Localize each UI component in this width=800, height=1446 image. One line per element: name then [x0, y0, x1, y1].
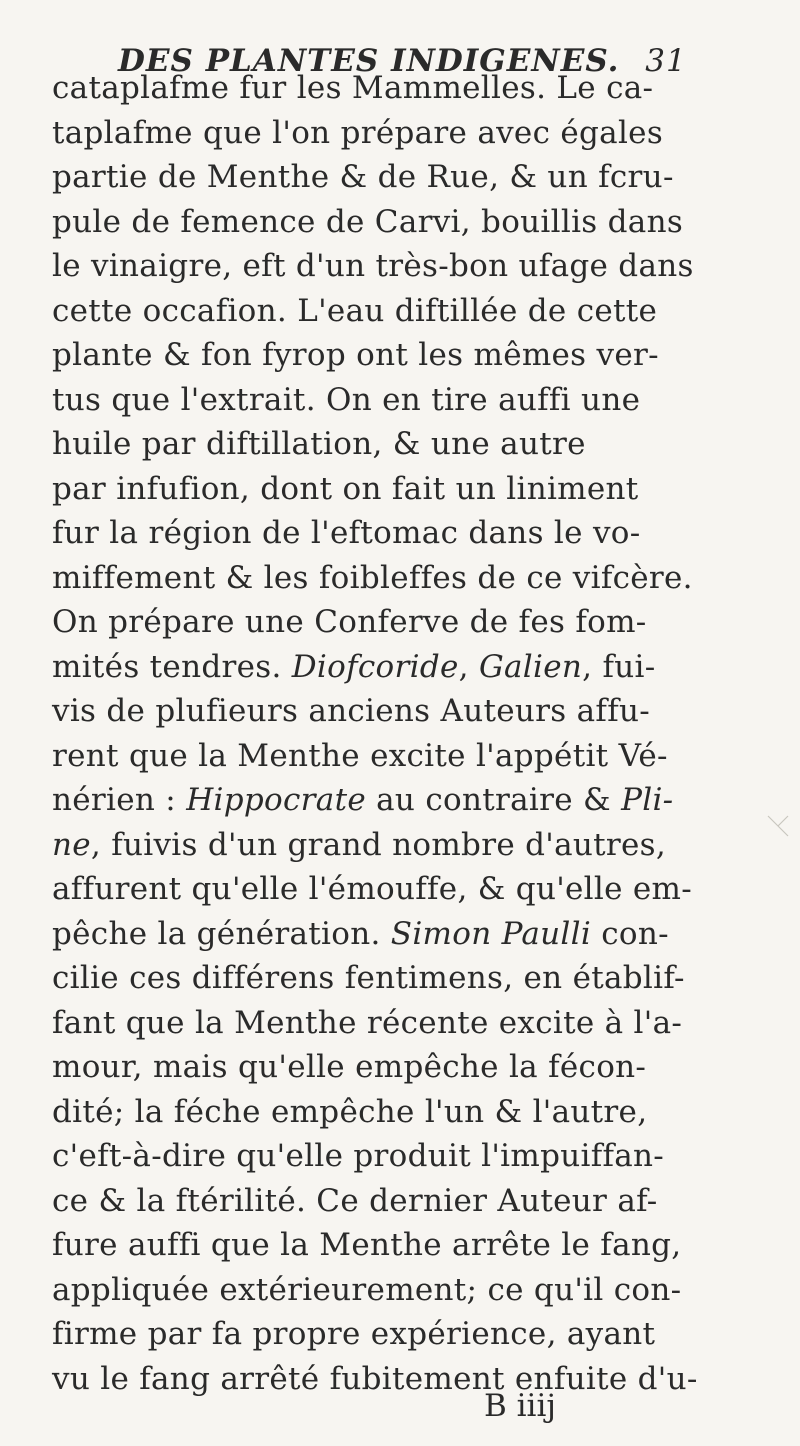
text-line: [52, 1268, 752, 1313]
text-segment: fure auffi que la Menthe arrête le fang,: [52, 1227, 682, 1263]
italic-name: Diofcoride: [291, 648, 459, 685]
text-segment: au contraire &: [366, 782, 622, 818]
text-segment: cataplafme fur les Mammelles. Le ca-: [52, 70, 654, 106]
text-segment: appliquée extérieurement; ce qu'il con-: [52, 1271, 682, 1308]
text-segment: tus que l'extrait. On en tire auffi une: [52, 381, 641, 418]
text-segment: taplafme que l'on prépare avec égales: [52, 114, 664, 151]
text-segment: par infufion, dont on fait un liniment: [52, 470, 639, 507]
text-line: [52, 1179, 752, 1224]
text-segment: vu le fang arrêté fubitement enfuite d'u-: [52, 1360, 698, 1397]
text-segment: miffement & les foibleffes de ce vifcère.: [52, 559, 693, 596]
text-segment: firme par fa propre expérience, ayant: [52, 1316, 656, 1352]
text-segment: partie de Menthe & de Rue, & un fcru-: [52, 159, 674, 195]
text-line: [52, 155, 752, 200]
text-line: [52, 823, 752, 868]
italic-name: Hippocrate: [186, 782, 366, 818]
text-segment: , fui-: [582, 648, 656, 685]
text-segment: On prépare une Conferve de fes fom-: [52, 604, 647, 640]
italic-name: Simon Paulli: [390, 915, 592, 952]
text-line: [52, 600, 752, 645]
text-line: [52, 467, 752, 512]
text-line: [52, 111, 752, 156]
text-line: [52, 912, 752, 957]
text-line: [52, 333, 752, 378]
text-line: [52, 511, 752, 556]
text-line: [52, 645, 752, 690]
text-segment: mités tendres.: [52, 648, 292, 685]
text-line: [52, 200, 752, 245]
text-segment: ce & la ftérilité. Ce dernier Auteur af-: [52, 1182, 658, 1219]
text-line: [52, 1223, 752, 1268]
header-title: DES PLANTES INDIGENES.: [118, 43, 620, 79]
text-segment: con-: [591, 915, 669, 952]
text-line: [52, 956, 752, 1001]
italic-name: Galien: [478, 648, 583, 685]
text-line: [52, 867, 752, 912]
text-segment: mour, mais qu'elle empêche la fécon-: [52, 1049, 647, 1085]
text-line: [52, 689, 752, 734]
signature-mark: B iiij: [484, 1388, 556, 1424]
text-line: [52, 244, 752, 289]
text-segment: dité; la féche empêche l'un & l'autre,: [52, 1093, 648, 1130]
text-line: [52, 289, 752, 334]
text-line: [52, 778, 752, 823]
italic-name: ne: [52, 826, 91, 863]
text-segment: cilie ces différens fentimens, en établif-: [52, 960, 685, 996]
text-line: [52, 1312, 752, 1357]
italic-name: Pli-: [621, 782, 674, 818]
text-segment: pule de femence de Carvi, bouillis dans: [52, 203, 684, 240]
text-segment: ,: [458, 648, 479, 685]
body-text: [52, 66, 752, 1401]
text-line: [52, 378, 752, 423]
text-line: [52, 1045, 752, 1090]
text-line: [52, 734, 752, 779]
text-segment: affurent qu'elle l'émouffe, & qu'elle em-: [52, 871, 693, 907]
page-number: 31: [645, 43, 687, 79]
text-line: [52, 66, 752, 111]
text-segment: fant que la Menthe récente excite à l'a-: [52, 1004, 683, 1041]
text-segment: fur la région de l'eftomac dans le vo-: [52, 515, 641, 551]
text-segment: vis de plufieurs anciens Auteurs affu-: [52, 693, 651, 729]
text-segment: huile par diftillation, & une autre: [52, 426, 586, 462]
text-segment: nérien :: [52, 782, 187, 818]
text-segment: cette occafion. L'eau diftillée de cette: [52, 292, 658, 329]
text-line: [52, 1134, 752, 1179]
text-segment: c'eft-à-dire qu'elle produit l'impuiffan-: [52, 1138, 665, 1174]
text-segment: rent que la Menthe excite l'appétit Vé-: [52, 737, 668, 774]
text-segment: le vinaigre, eft d'un très-bon ufage dans: [52, 248, 694, 284]
text-segment: pêche la génération.: [52, 915, 391, 952]
text-line: [52, 422, 752, 467]
margin-mark: [764, 812, 792, 840]
text-segment: , fuivis d'un grand nombre d'autres,: [90, 826, 667, 863]
text-line: [52, 556, 752, 601]
text-segment: plante & fon fyrop ont les mêmes ver-: [52, 337, 659, 373]
text-line: [52, 1090, 752, 1135]
text-line: [52, 1001, 752, 1046]
